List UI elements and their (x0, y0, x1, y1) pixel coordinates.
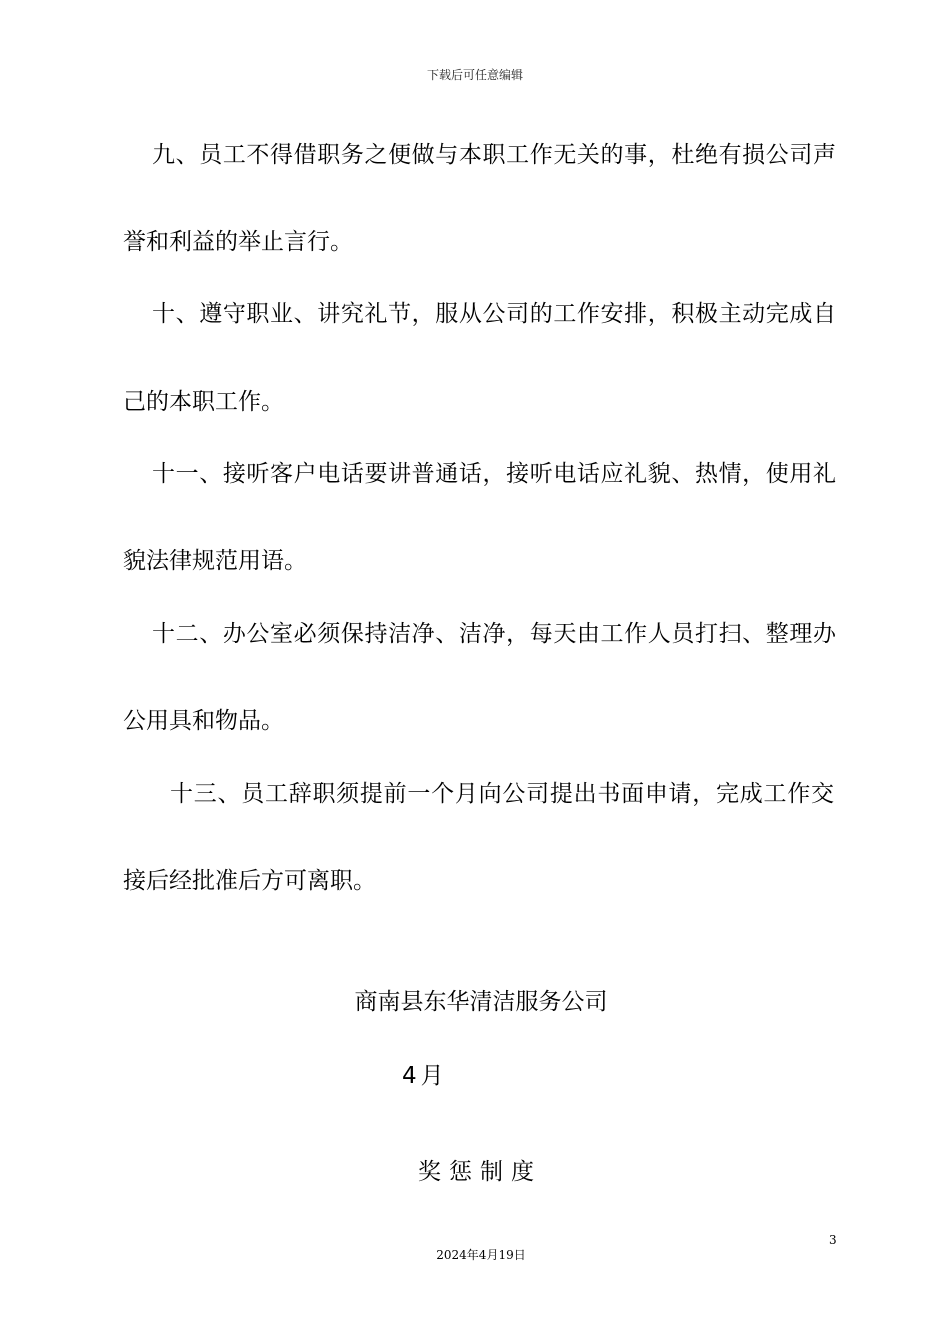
rule-12-line-1: 十二、办公室必须保持洁净、洁净，每天由工作人员打扫、整理办 (152, 621, 836, 647)
signature-company: 商南县东华清洁服务公司 (354, 989, 608, 1015)
rule-10-line-1: 十、遵守职业、讲究礼节，服从公司的工作安排，积极主动完成自 (152, 301, 836, 327)
signature-date: 4月 (402, 1063, 448, 1089)
rule-11-line-1: 十一、接听客户电话要讲普通话，接听电话应礼貌、热情，使用礼 (152, 461, 836, 487)
rule-11-line-2: 貌法律规范用语。 (123, 548, 307, 574)
rule-13-line-1: 十三、员工辞职须提前一个月向公司提出书面申请，完成工作交 (170, 781, 834, 807)
rule-12-line-2: 公用具和物品。 (123, 708, 284, 734)
rule-9-line-2: 誉和利益的举止言行。 (123, 229, 353, 255)
rule-13-line-2: 接后经批准后方可离职。 (123, 868, 376, 894)
rule-9-line-1: 九、员工不得借职务之便做与本职工作无关的事，杜绝有损公司声 (152, 142, 836, 168)
footer-date: 2024年4月19日 (436, 1248, 526, 1262)
page-header: 下载后可任意编辑 (426, 68, 523, 82)
section-title: 奖惩制度 (418, 1159, 542, 1185)
rule-10-line-2: 己的本职工作。 (123, 389, 284, 415)
page-number: 3 (829, 1233, 837, 1247)
